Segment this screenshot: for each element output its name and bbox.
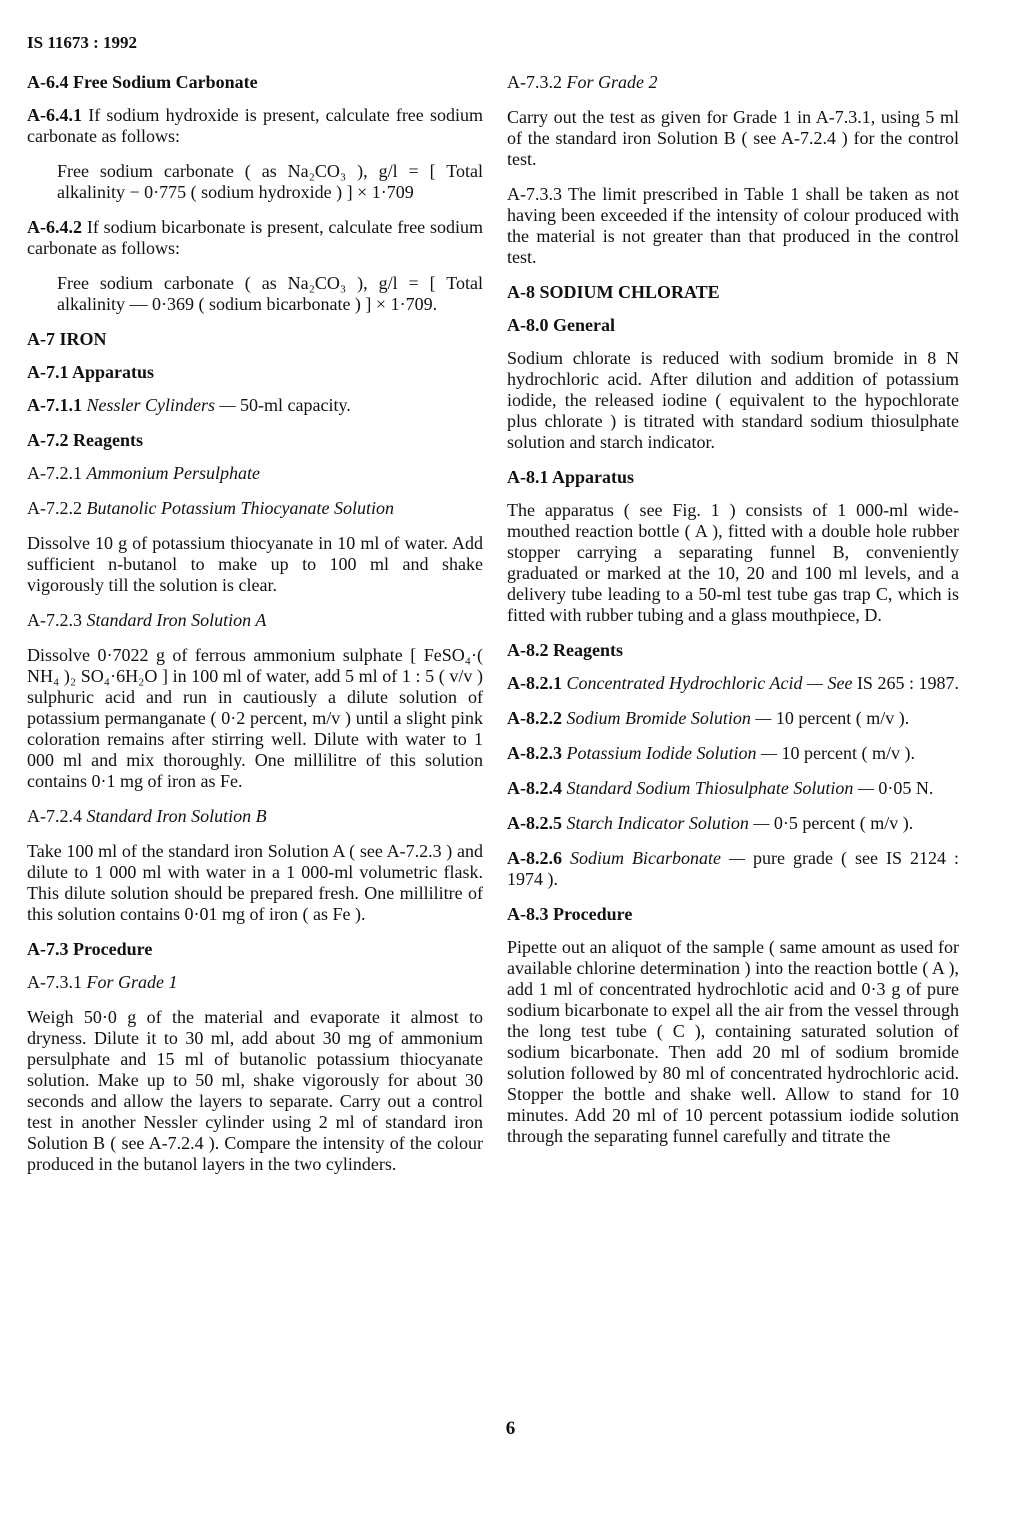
section-heading: A-7.1 Apparatus — [27, 362, 155, 382]
paragraph: A-7.1.1 Nessler Cylinders — 50-ml capacity. — [27, 395, 351, 415]
paragraph: A-8.2.6 Sodium Bicarbonate — pure grade ( see IS 2124 : 1974 ). — [507, 848, 959, 889]
right-column — [507, 72, 959, 1161]
standard-number: IS 11673 : 1992 — [27, 33, 138, 52]
paragraph: A-6.4.1 If sodium hydroxide is present, calculate free sodium carbonate as follows: — [27, 105, 483, 146]
paragraph: A-7.2.4 Standard Iron Solution B — [27, 806, 267, 826]
section-heading: A-8.1 Apparatus — [507, 467, 635, 487]
section-heading: A-7 IRON — [27, 329, 107, 349]
paragraph: The apparatus ( see Fig. 1 ) consists of 1 000-ml wide-mouthed reaction bottle ( A ), fitted with a double hole rubber stopper carrying a separating funnel B, conveniently graduated or marked at the 10, 20 and 100 ml levels, and a delivery tube leading to a 50-ml test tube gas trap C, which is fitted with rubber tubing and a glass mouthpiece, D. — [507, 500, 959, 625]
formula: Free sodium carbonate ( as Na₂CO₃ ), g/l = [ Total alkalinity − 0·775 ( sodium hydroxide ) ] × 1·709 — [57, 161, 483, 202]
paragraph: Dissolve 10 g of potassium thiocyanate in 10 ml of water. Add sufficient n-butanol to make up to 100 ml and shake vigorously till the solution is clear. — [27, 533, 483, 595]
section-heading: A-8 SODIUM CHLORATE — [507, 282, 720, 302]
section-heading: A-7.2 Reagents — [27, 430, 143, 450]
paragraph: Sodium chlorate is reduced with sodium bromide in 8 N hydrochloric acid. After dilution and addition of potassium iodide, the released iodine ( equivalent to the hypochlorate plus chlorate ) is titrated with standard sodium thiosulphate solution and starch indicator. — [507, 348, 959, 452]
paragraph: A-7.2.3 Standard Iron Solution A — [27, 610, 267, 630]
paragraph: A-6.4.2 If sodium bicarbonate is present, calculate free sodium carbonate as follows: — [27, 217, 484, 258]
paragraph: Pipette out an aliquot of the sample ( same amount as used for available chlorine determination ) into the reaction bottle ( A ), add 1 ml of concentrated hydrochlotic acid and 0·3 g of pure sodium bicarbonate to expel all the air from the vessel through the long test tube ( C ), containing saturated solution of sodium bicarbonate. Then add 20 ml of sodium bromide solution followed by 80 ml of concentrated hydrochloric acid. Stopper the bottle and shake well. Allow to stand for 10 minutes. Add 20 ml of 10 percent potassium iodide solution through the separating funnel carefully and titrate the — [507, 937, 959, 1146]
paragraph: Dissolve 0·7022 g of ferrous ammonium sulphate [ FeSO₄·( NH₄ )₂ SO₄·6H₂O ] in 100 ml of water, add 5 ml of 1 : 5 ( v/v ) sulphuric acid and run in cautiously a dilute solution of potassium permanganate ( 0·2 percent, m/v ) until a slight pink coloration remains after stirring well. Dilute with water to 1 000 ml and mix thoroughly. One millilitre of this solution contains 0·1 mg of iron as Fe. — [27, 645, 483, 791]
paragraph: A-8.2.2 Sodium Bromide Solution — 10 percent ( m/v ). — [507, 708, 910, 728]
paragraph: Weigh 50·0 g of the material and evaporate it almost to dryness. Dilute it to 30 ml, add about 30 mg of ammonium persulphate and 15 ml of butanolic potassium thiocyanate solution. Make up to 50 ml, shake vigorously for about 30 seconds and allow the layers to separate. Carry out a control test in another Nessler cylinder using 2 ml of standard iron Solution B ( see A-7.2.4 ). Compare the intensity of the colour produced in the butanol layers in the two cylinders. — [27, 1007, 483, 1174]
paragraph: A-7.3.1 For Grade 1 — [27, 972, 178, 992]
left-column — [27, 72, 483, 1189]
paragraph: A-8.2.3 Potassium Iodide Solution — 10 percent ( m/v ). — [507, 743, 915, 763]
paragraph: A-7.3.3 The limit prescribed in Table 1 shall be taken as not having been exceeded if the intensity of colour produced with the material is not greater than that produced in the control test. — [507, 184, 959, 267]
paragraph: A-7.2.1 Ammonium Persulphate — [27, 463, 260, 483]
page-number: 6 — [505, 1418, 516, 1439]
paragraph: A-8.2.1 Concentrated Hydrochloric Acid — See IS 265 : 1987. — [507, 673, 959, 693]
paragraph: A-7.2.2 Butanolic Potassium Thiocyanate Solution — [27, 498, 394, 518]
section-heading: A-8.2 Reagents — [507, 640, 623, 660]
section-heading: A-8.0 General — [507, 315, 615, 335]
paragraph: A-8.2.4 Standard Sodium Thiosulphate Solution — 0·05 N. — [507, 778, 934, 798]
paragraph: A-8.2.5 Starch Indicator Solution — 0·5 percent ( m/v ). — [507, 813, 914, 833]
section-heading: A-7.3 Procedure — [27, 939, 153, 959]
formula: Free sodium carbonate ( as Na₂CO₃ ), g/l = [ Total alkalinity — 0·369 ( sodium bicarbonate ) ] × 1·709. — [57, 273, 483, 314]
section-heading: A-8.3 Procedure — [507, 904, 633, 924]
paragraph: A-7.3.2 For Grade 2 — [507, 72, 658, 92]
paragraph: Carry out the test as given for Grade 1 in A-7.3.1, using 5 ml of the standard iron Solution B ( see A-7.2.4 ) for the control test. — [507, 107, 959, 169]
section-heading: A-6.4 Free Sodium Carbonate — [27, 72, 258, 92]
paragraph: Take 100 ml of the standard iron Solution A ( see A-7.2.3 ) and dilute to 1 000 ml with water in a 1 000-ml volumetric flask. This dilute solution should be prepared fresh. One millilitre of this solution contains 0·01 mg of iron ( as Fe ). — [27, 841, 483, 924]
